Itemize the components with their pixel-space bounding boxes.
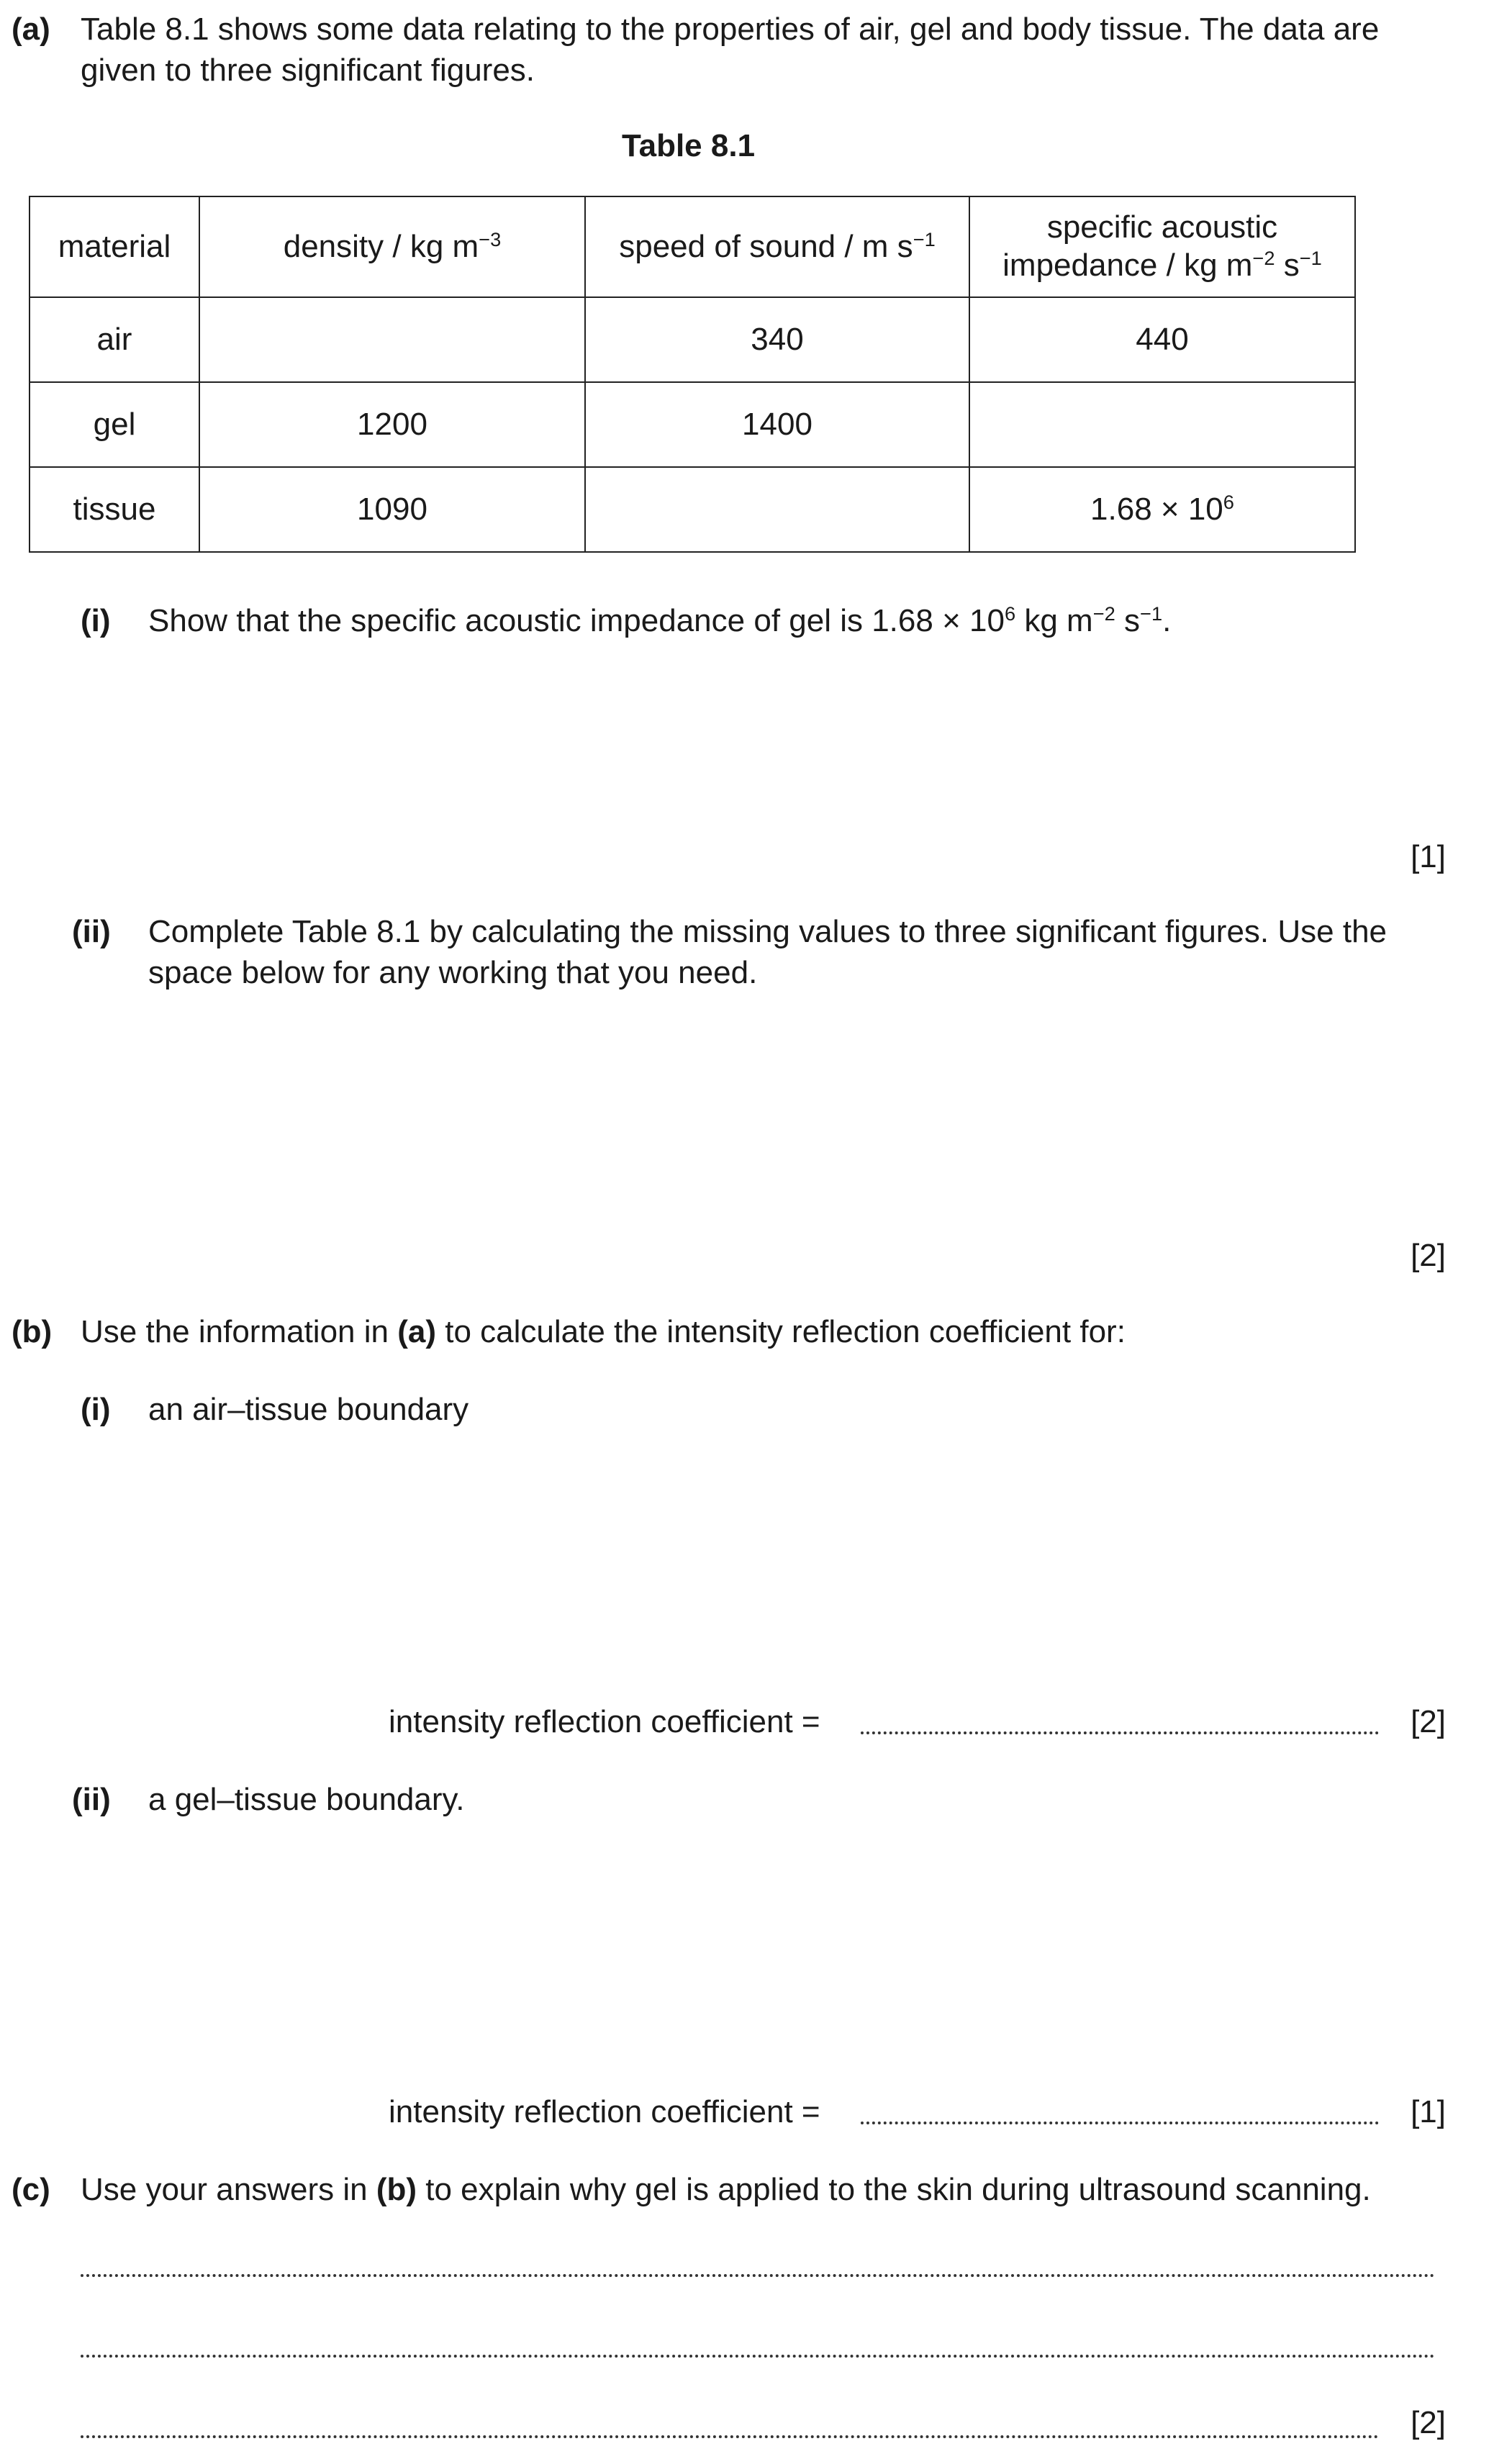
part-b-ii-mark: [1] (1411, 2094, 1446, 2129)
header-density: density / kg $m^{-3}$ (199, 196, 585, 297)
part-b-i-answer-label: intensity reflection coefficient = (389, 1704, 820, 1739)
part-b-i-answer-line[interactable] (861, 1731, 1379, 1734)
cell-impedance (969, 382, 1355, 467)
part-b-ii-answer-line[interactable] (861, 2122, 1379, 2124)
part-a-label: (a) (12, 12, 50, 47)
part-b-i-label: (i) (81, 1392, 111, 1427)
part-a-intro: Table 8.1 shows some data relating to the properties of air, gel and body tissue. The data are given to three significant figures. (81, 12, 1380, 89)
part-a-ii-mark: [2] (1411, 1238, 1446, 1273)
header-impedance: specific acoustic impedance / kg $m^{-2}$ $s^{-1}$ (969, 196, 1355, 297)
part-c-text: Use your answers in (b) to explain why gel is applied to the skin during ultrasound scanning. (81, 2172, 1371, 2207)
part-a-i-text: Show that the specific acoustic impedance of gel is $1.68 \times 10^6$ kg $m^{-2}$ $s^{-1}$. (148, 602, 1172, 638)
cell-speed: 340 (585, 297, 969, 382)
part-b-i-mark: [2] (1411, 1704, 1446, 1739)
cell-density: 1200 (199, 382, 585, 467)
part-b-ii-label: (ii) (72, 1782, 111, 1817)
table-row (30, 467, 1355, 552)
part-a-ii-text: Complete Table 8.1 by calculating the missing values to three significant figures. Use the space below for any working that you need. (148, 914, 1387, 991)
header-material: material (30, 196, 199, 297)
cell-material: tissue (30, 467, 199, 552)
header-speed: speed of sound / m $s^{-1}$ (585, 196, 969, 297)
cell-density: 1090 (199, 467, 585, 552)
part-a-ii-label: (ii) (72, 914, 111, 949)
part-c-mark: [2] (1411, 2405, 1446, 2440)
part-c-answer-line-2[interactable] (81, 2355, 1435, 2358)
cell-material: air (30, 297, 199, 382)
part-a-i-label: (i) (81, 603, 111, 638)
data-table (29, 196, 1356, 553)
table-title: Table 8.1 (622, 128, 756, 163)
cell-impedance: 440 (969, 297, 1355, 382)
cell-density (199, 297, 585, 382)
part-a-i-mark: [1] (1411, 839, 1446, 874)
part-b-ii-answer-label: intensity reflection coefficient = (389, 2094, 820, 2129)
part-b-i-text: an air–tissue boundary (148, 1392, 469, 1427)
part-c-label: (c) (12, 2172, 50, 2207)
cell-material: gel (30, 382, 199, 467)
cell-speed (585, 467, 969, 552)
part-b-text: Use the information in (a) to calculate the intensity reflection coefficient for: (81, 1314, 1126, 1349)
part-c-answer-line-3[interactable] (81, 2435, 1379, 2438)
table-header-row (30, 196, 1355, 297)
part-b-label: (b) (12, 1314, 53, 1349)
part-c-answer-line-1[interactable] (81, 2274, 1435, 2277)
table-row (30, 382, 1355, 467)
cell-speed: 1400 (585, 382, 969, 467)
table-row (30, 297, 1355, 382)
part-b-ii-text: a gel–tissue boundary. (148, 1782, 465, 1817)
cell-impedance: $1.68 \times 10^6$ (969, 467, 1355, 552)
